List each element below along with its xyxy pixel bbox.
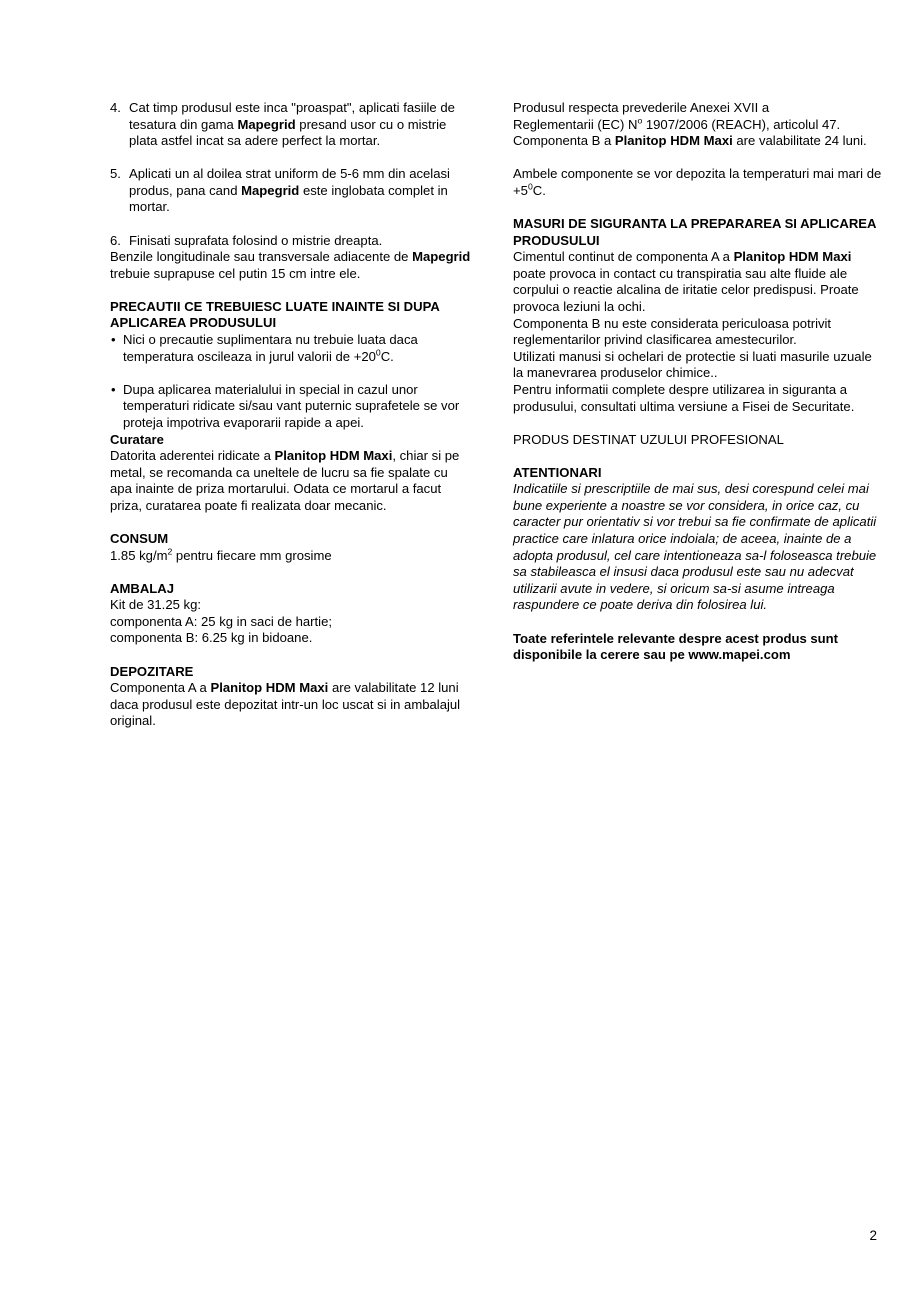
product-name: Mapegrid	[241, 182, 300, 198]
step-number: 6.	[110, 232, 121, 248]
product-name: Planitop HDM Maxi	[733, 249, 852, 265]
superscript-ordinal: o	[637, 115, 643, 126]
precaution-text: Nici o precautie suplimentara nu trebuie luata daca temperatura oscileaza in jurul valorii de $+20^0C$.	[123, 332, 418, 364]
list-item	[110, 382, 472, 432]
superscript-degree: 0	[527, 181, 533, 192]
references-notice: Toate referintele relevante despre acest produs sunt disponibile la cerere sau pe www.mapei.com	[513, 630, 839, 663]
product-name: Mapegrid	[412, 249, 471, 265]
consumption-heading: CONSUM	[110, 530, 169, 546]
product-name: Mapegrid	[237, 116, 296, 132]
list-item	[110, 166, 472, 216]
product-name: Planitop HDM Maxi	[274, 448, 393, 464]
storage-heading: DEPOZITARE	[110, 663, 194, 679]
step-text: Finisati suprafata folosind o mistrie dreapta.	[129, 232, 383, 248]
application-steps-list	[110, 100, 472, 249]
page-number: 2	[869, 1228, 877, 1243]
left-column	[110, 100, 472, 730]
cleaning-heading: Curatare	[110, 431, 164, 447]
safety-text-continued: Pentru informatii complete despre utilizarea in siguranta a produsului, consultati ultima versiune a Fisei de Securitate.	[513, 381, 855, 414]
packaging-heading: AMBALAJ	[110, 580, 175, 596]
overlap-note: Benzile longitudinale sau transversale adiacente de Mapegrid trebuie suprapuse cel putin 15 cm intre ele.	[110, 249, 471, 281]
step-number: 4.	[110, 100, 121, 115]
warnings-heading: ATENTIONARI	[513, 464, 602, 480]
superscript-square: 2	[167, 546, 173, 557]
storage-text: Componenta A a Planitop HDM Maxi are valabilitate 12 luni daca produsul este depozitat intr-un loc uscat si in ambalajul original.	[110, 680, 461, 729]
bullet-icon: •	[111, 381, 116, 397]
storage-temperature-text: Ambele componente se vor depozita la temperaturi mai mari de $+5^0C$.	[513, 166, 882, 198]
right-column	[513, 100, 885, 664]
reach-line-1: Produsul respecta prevederile Anexei XVII a	[513, 100, 770, 115]
reach-line-2: Reglementarii (EC) $N^o$ 1907/2006 (REACH), articolul 47.	[513, 115, 841, 132]
packaging-line: componenta B: 6.25 kg in bidoane.	[110, 630, 313, 646]
safety-text-continued: Componenta B nu este considerata periculoasa potrivit reglementarilor privind clasificarea amestecurilor.	[513, 315, 832, 348]
step-text: Aplicati un al doilea strat uniform de 5-6 mm din acelasi produs, pana cand Mapegrid este inglobata complet in mortar.	[129, 166, 450, 215]
safety-text-continued: Utilizati manusi si ochelari de protectie si luati masurile uzuale la manevrarea produselor chimice..	[513, 348, 872, 381]
step-number: 5.	[110, 166, 121, 182]
reach-line-3: Componenta B a Planitop HDM Maxi are valabilitate 24 luni.	[513, 133, 867, 149]
product-name: Planitop HDM Maxi	[614, 133, 733, 149]
precautions-heading: PRECAUTII CE TREBUIESC LUATE INAINTE SI DUPA APLICAREA PRODUSULUI	[110, 298, 440, 331]
list-item	[110, 332, 472, 365]
precautions-list	[110, 332, 472, 431]
list-item	[110, 100, 472, 150]
superscript-degree: 0	[375, 347, 381, 358]
cleaning-text: Datorita aderentei ridicate a Planitop HDM Maxi, chiar si pe metal, se recomanda ca uneltele de lucru sa fie spalate cu apa inainte de priza mortarului. Odata ce mortarul a facut priza, curatarea poate fi realizata doar mecanic.	[110, 448, 460, 513]
step-text: Cat timp produsul este inca "proaspat", aplicati fasiile de tesatura din gama Mapegrid presand usor cu o mistrie plata astfel incat sa adere perfect la mortar.	[129, 100, 455, 149]
list-item	[110, 233, 472, 250]
precaution-text: Dupa aplicarea materialului in special in cazul unor temperaturi ridicate si/sau vant puternic suprafetele se vor proteja impotriva evaporarii rapide a apei.	[123, 381, 460, 430]
product-name: Planitop HDM Maxi	[210, 680, 329, 696]
consumption-value: 1.85 $kg/m^2$ pentru fiecare mm grosime	[110, 546, 332, 563]
packaging-line: componenta A: 25 kg in saci de hartie;	[110, 613, 333, 629]
warnings-body: Indicatiile si prescriptiile de mai sus, desi corespund celei mai bune experiente a noastre se vor considera, in orice caz, cu caracter pur orientativ si vor trebui sa fie confirmate de aplicatii practice care inlatura orice indoiala; de aceea, inainte de a adopta produsul, cel care intentioneaza sa-l foloseasca trebuie sa stabileasca el insusi daca produsul este sau nu adecvat utilizarii avute in vedere, si oricum sa-si asume intreaga raspundere ce poate deriva din folosirea lui.	[513, 481, 877, 613]
professional-use-notice: PRODUS DESTINAT UZULUI PROFESIONAL	[513, 431, 784, 447]
safety-heading: MASURI DE SIGURANTA LA PREPARAREA SI APLICAREA PRODUSULUI	[513, 215, 876, 248]
safety-text: Cimentul continut de componenta A a Planitop HDM Maxi poate provoca in contact cu transpiratia sau alte fluide ale corpului o reactie alcalina de iritatie celor predispusi. Proate provoca leziuni la ochi.	[513, 249, 859, 314]
bullet-icon: •	[111, 332, 116, 348]
packaging-line: Kit de 31.25 kg:	[110, 597, 201, 613]
